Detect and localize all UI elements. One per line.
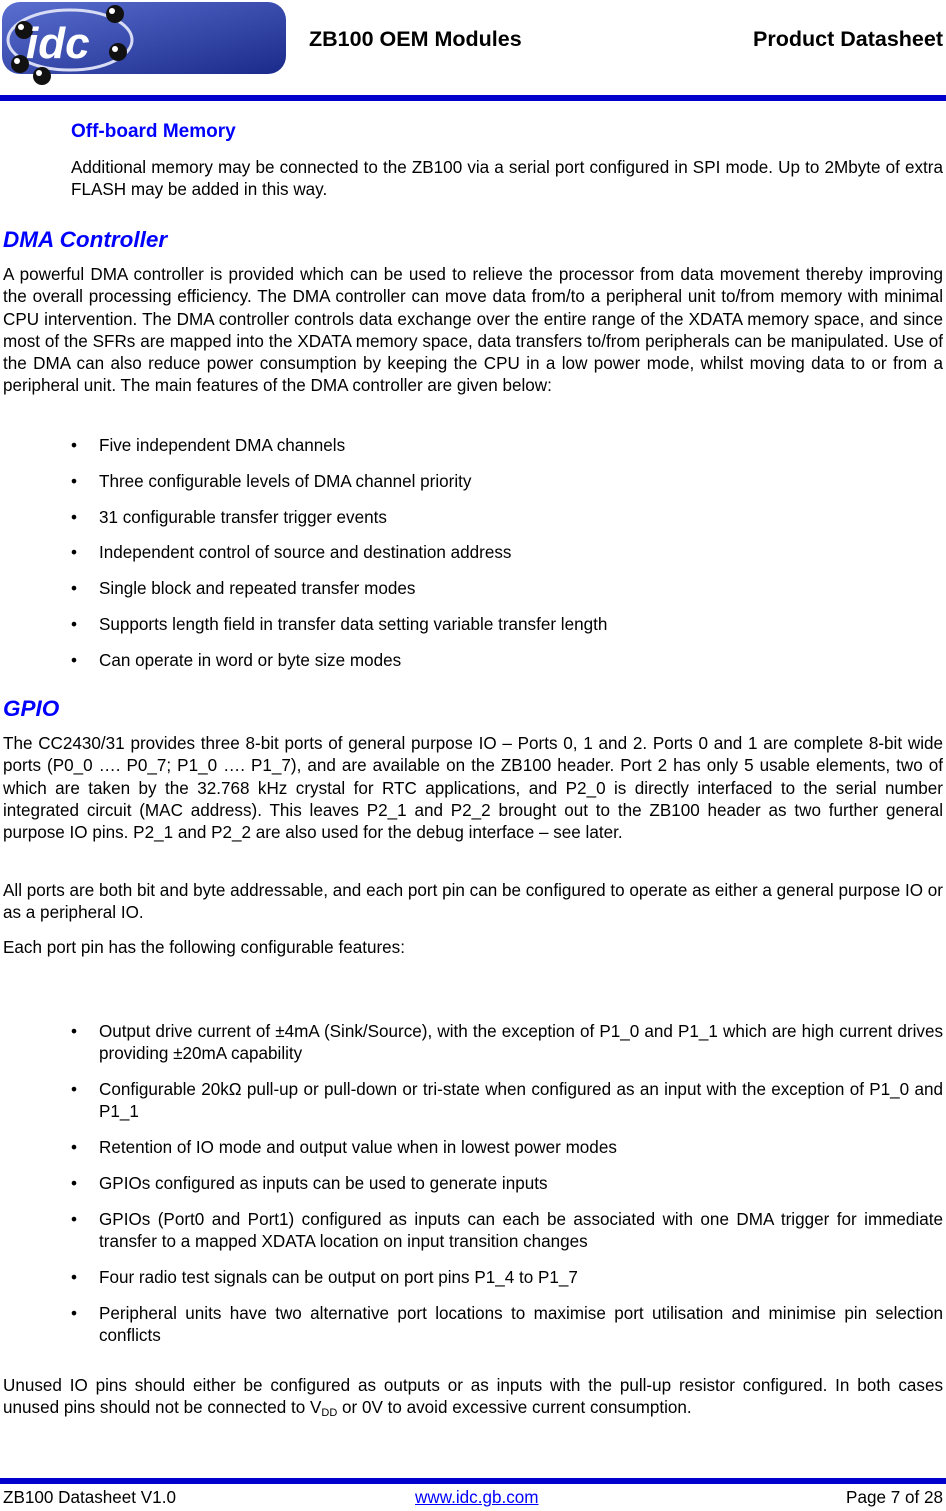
gpio-text-3: Each port pin has the following configurable features: [3, 938, 405, 957]
list-item: • Single block and repeated transfer modes [71, 579, 416, 599]
footer-website-link[interactable]: www.idc.gb.com [415, 1488, 539, 1507]
list-item: • Five independent DMA channels [71, 436, 346, 455]
list-item: • Independent control of source and destination address [71, 543, 512, 563]
dma-feature-list [0, 435, 943, 672]
list-item: • Supports length field in transfer data setting variable transfer length [71, 614, 608, 634]
logo-text: idc [26, 19, 90, 68]
gpio-feature-list [0, 1021, 943, 1347]
list-item: • GPIOs (Port0 and Port1) configured as inputs can each be associated with one DMA trigger for immediate transfer to a mapped XDATA location on input transition changes [71, 1209, 943, 1252]
vdd-subscript: DD [321, 1407, 338, 1420]
list-item: • Output drive current of ±4mA (Sink/Source), with the exception of P1_0 and P1_1 which are high current drives providing ±20mA capability [71, 1022, 943, 1064]
gpio-heading: GPIO [3, 696, 60, 721]
header-rule [0, 95, 946, 101]
list-item: • Configurable 20kΩ pull-up or pull-down or tri-state when configured as an input with the exception of P1_0 and P1_1 [71, 1080, 943, 1122]
dma-controller-text: A powerful DMA controller is provided which can be used to relieve the processor from data movement thereby improving the overall processing efficiency. The DMA controller can move data from/to a peripheral unit to/from memory with minimal CPU intervention. The DMA controller controls data exchange over the entire range of the XDATA memory space, and since most of the SFRs are mapped into the XDATA memory space, data transfers to/from peripherals can be manipulated. Use of the DMA can also reduce power consumption by keeping the CPU in a low power mode, whilst moving data to or from a peripheral unit. The main features of the DMA controller are given below: [3, 265, 943, 396]
list-item: • Retention of IO mode and output value when in lowest power modes [71, 1138, 617, 1158]
footer-doc-version: ZB100 Datasheet V1.0 [3, 1488, 176, 1507]
unused-io-text: Unused IO pins should either be configured as outputs or as inputs with the pull-up resistor configured. In both cases unused pins should not be connected to $V_{DD}$ or 0V to avoid excessive current consumption. [3, 1376, 943, 1420]
gpio-text-2: All ports are both bit and byte addressable, and each port pin can be configured to operate as either a general purpose IO or as a peripheral IO. [3, 881, 943, 923]
list-item: • Four radio test signals can be output on port pins P1_4 to P1_7 [71, 1267, 578, 1287]
list-item: • GPIOs configured as inputs can be used to generate inputs [71, 1173, 548, 1193]
list-item: • Can operate in word or byte size modes [71, 650, 402, 670]
idc-logo [0, 0, 288, 96]
dma-controller-heading: DMA Controller [3, 227, 168, 252]
page-header [0, 0, 946, 104]
footer-page-number: Page 7 of 28 [846, 1488, 943, 1507]
list-item: • 31 configurable transfer trigger events [71, 507, 387, 527]
header-doc-type: Product Datasheet [753, 27, 943, 51]
gpio-text-1: The CC2430/31 provides three 8-bit ports of general purpose IO – Ports 0, 1 and 2. Ports 0 and 1 are complete 8-bit wide ports (P0_0 …. P0_7; P1_0 …. P1_7), and are available on the ZB100 header. Port 2 has only 5 usable elements, two of which are taken by the 32.768 kHz crystal for RTC applications, and P2_0 is directly interfaced to the serial number integrated circuit (MAC address). This leaves P2_1 and P2_2 brought out to the ZB100 header as two further general purpose IO pins. P2_1 and P2_2 are also used for the debug interface – see later. [3, 734, 943, 843]
list-item: • Three configurable levels of DMA channel priority [71, 471, 472, 491]
list-item: • Peripheral units have two alternative port locations to maximise port utilisation and minimise pin selection conflicts [71, 1303, 943, 1345]
offboard-memory-text: Additional memory may be connected to the ZB100 via a serial port configured in SPI mode. Up to 2Mbyte of extra FLASH may be added in this way. [71, 158, 943, 200]
footer-rule [0, 1478, 946, 1484]
offboard-memory-heading: Off-board Memory [71, 121, 236, 142]
header-title: ZB100 OEM Modules [309, 27, 522, 51]
